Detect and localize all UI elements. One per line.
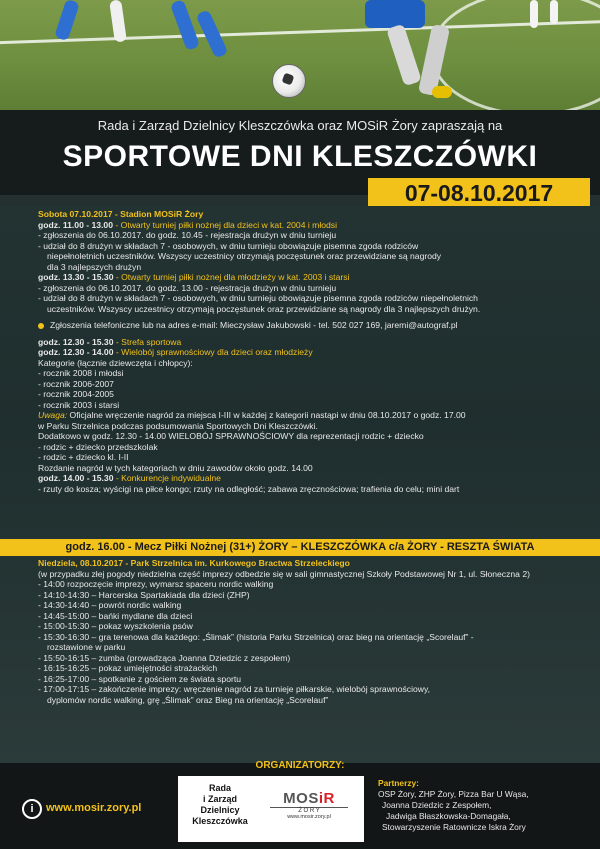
sunday-item: - 14:00 rozpoczęcie imprezy, wymarsz spaceru nordic walking — [38, 579, 274, 589]
player-leg — [530, 0, 538, 28]
program-line: godz. 13.30 - 15.30 - Otwarty turniej piłki nożnej dla młodzieży w kat. 2003 i starsi — [38, 272, 350, 282]
program-line: Uwaga: Oficjalne wręczenie nagród za miejsca I-III w każdej z kategorii nastąpi w dniu 08.10.2017 o godz. 17.00 — [38, 410, 466, 420]
player-leg — [54, 0, 80, 41]
page-title: SPORTOWE DNI KLESZCZÓWKI — [62, 140, 538, 173]
program-line: godz. 12.30 - 15.30 - Strefa sportowa — [38, 336, 182, 347]
program-line: - rodzic + dziecko kl. I-II — [38, 452, 129, 462]
sunday-item: - 14:10-14:30 – Harcerska Spartakiada dla dzieci (ZHP) — [38, 589, 250, 600]
program-line: godz. 12.30 - 14.00 - Wielobój sprawnościowy dla dzieci oraz młodzieży — [38, 347, 313, 357]
sunday-item: dyplomów nordic walking, grę „Ślimak” oraz Bieg na orientację „Scorelauf” — [47, 694, 329, 705]
bullet-icon — [38, 323, 44, 329]
website-link[interactable]: www.mosir.zory.pl — [46, 802, 142, 814]
category-item: - rocznik 2008 i młodsi — [38, 368, 124, 378]
player-boot — [432, 86, 452, 98]
rada-logo: Rada i Zarząd Dzielnicy Kleszczówka — [192, 783, 248, 826]
player-leg — [170, 0, 200, 51]
player-leg — [109, 0, 127, 43]
program-line: niepełnoletnich uczestników. Wszyscy uczestnicy otrzymają poczęstunek oraz przewidziane są nagrody — [47, 251, 442, 261]
player-leg — [550, 0, 558, 24]
program-line: dla 3 najlepszych drużyn — [47, 261, 142, 272]
program-line: godz. 11.00 - 13.00 - Otwarty turniej piłki nożnej dla dzieci w kat. 2004 i młodsi — [38, 219, 338, 230]
sunday-item: - 15:30-16:30 – gra terenowa dla każdego: „Ślimak” (historia Parku Strzelnica) oraz bieg na orientację „Scorelauf” - — [38, 631, 474, 642]
sunday-item: rozstawione w parku — [47, 642, 126, 652]
program-line: Kategorie (łącznie dziewczęta i chłopcy): — [38, 357, 193, 368]
program-line: - rodzic + dziecko przedszkolak — [38, 441, 158, 452]
contact-line: Zgłoszenia telefoniczne lub na adres e-mail: Mieczysław Jakubowski - tel. 502 027 169, jaremi@autograf.pl — [38, 320, 593, 331]
program-line: w Parku Strzelnica podczas podsumowania Sportowych Dni Kleszczówki. — [38, 420, 318, 431]
sunday-item: - 16:15-16:25 – pokaz umiejętności strażackich — [38, 663, 218, 673]
sunday-program — [38, 558, 593, 705]
program-line: godz. 14.00 - 15.30 - Konkurencje indywidualne — [38, 473, 221, 483]
program-line: uczestników. Wszyscy uczestnicy otrzymają poczęstunek oraz przewidziane są nagrody dla 3 najlepszych drużyn. — [47, 303, 481, 314]
football-icon — [272, 64, 306, 98]
invite-text: Rada i Zarząd Dzielnicy Kleszczówka oraz MOSiR Żory zapraszają na — [97, 118, 503, 133]
organizers-heading: ORGANIZATORZY: — [255, 760, 345, 771]
partners-heading: Partnerzy: — [378, 778, 419, 788]
sunday-note: (w przypadku złej pogody niedzielna część imprezy odbedzie się w sali gimnastycznej Szkoły Podstawowej Nr 1, ul. Słoneczna 2) — [38, 568, 530, 579]
category-item: - rocznik 2003 i starsi — [38, 399, 120, 410]
match-highlight: godz. 16.00 - Mecz Piłki Nożnej (31+) ŻORY – KLESZCZÓWKA c/a ŻORY - RESZTA ŚWIATA — [0, 539, 600, 556]
program-line: - rzuty do kosza; wyścigi na piłce kongo; rzuty na odległość; zabawa zręcznościowa; trafienia do celu; mini dart — [38, 483, 460, 494]
sunday-item: - 17:00-17:15 – zakończenie imprezy: wręczenie nagród za turnieje piłkarskie, wielobój sprawnościowy, — [38, 684, 431, 694]
info-icon: i — [22, 799, 42, 819]
program-line: Dodatkowo w godz. 12.30 - 14.00 WIELOBÓJ SPRAWNOŚCIOWY dla reprezentacji rodzic + dziecko — [38, 431, 424, 441]
sunday-item: - 15:50-16:15 – zumba (prowadząca Joanna Dziedzic z zespołem) — [38, 652, 291, 663]
mosir-logo: MOSiR Ż O R Y www.mosir.zory.pl — [270, 790, 348, 820]
partner-item: OSP Żory, ZHP Żory, Pizza Bar U Wąsa, — [378, 789, 529, 799]
partner-item: Joanna Dziedzic z Zespołem, — [382, 800, 492, 810]
sunday-item: - 14:30-14:40 – powrót nordic walking — [38, 600, 182, 610]
sunday-item: - 14:45-15:00 – bańki mydlane dla dzieci — [38, 610, 193, 621]
partners-list — [378, 778, 593, 833]
program-line: Rozdanie nagród w tych kategoriach w dniu zawodów około godz. 14.00 — [38, 462, 313, 473]
player-leg — [386, 24, 422, 87]
saturday-heading: Sobota 07.10.2017 - Stadion MOSiR Żory — [38, 209, 204, 219]
category-item: - rocznik 2004-2005 — [38, 389, 114, 399]
category-item: - rocznik 2006-2007 — [38, 378, 114, 389]
program-line: - udział do 8 drużyn w składach 7 - osobowych, w dniu turnieju obowiązuje pisemna zgoda rodziców niepełnoletnich — [38, 293, 478, 303]
program-line: - zgłoszenia do 06.10.2017. do godz. 10.45 - rejestracja drużyn w dniu turnieju — [38, 230, 337, 240]
hero-photo — [0, 0, 600, 110]
partner-item: Jadwiga Błaszkowska-Domagała, — [386, 811, 511, 821]
sunday-items — [38, 579, 593, 705]
player-shorts — [365, 0, 425, 28]
sunday-heading: Niedziela, 08.10.2017 - Park Strzelnica im. Kurkowego Bractwa Strzeleckiego — [38, 558, 350, 568]
sunday-item: - 15:00-15:30 – pokaz wyszkolenia psów — [38, 621, 193, 631]
program-line: - udział do 8 drużyn w składach 7 - osobowych, w dniu turnieju obowiązuje pisemna zgoda rodziców — [38, 240, 419, 251]
sunday-item: - 16:25-17:00 – spotkanie z gościem ze świata sportu — [38, 673, 242, 684]
event-date-badge: 07-08.10.2017 — [368, 178, 590, 208]
partner-item: Stowarzyszenie Ratownicze Iskra Żory — [382, 822, 526, 832]
saturday-program — [38, 209, 593, 494]
program-line: - zgłoszenia do 06.10.2017. do godz. 13.00 - rejestracja drużyn w dniu turnieju — [38, 282, 337, 293]
